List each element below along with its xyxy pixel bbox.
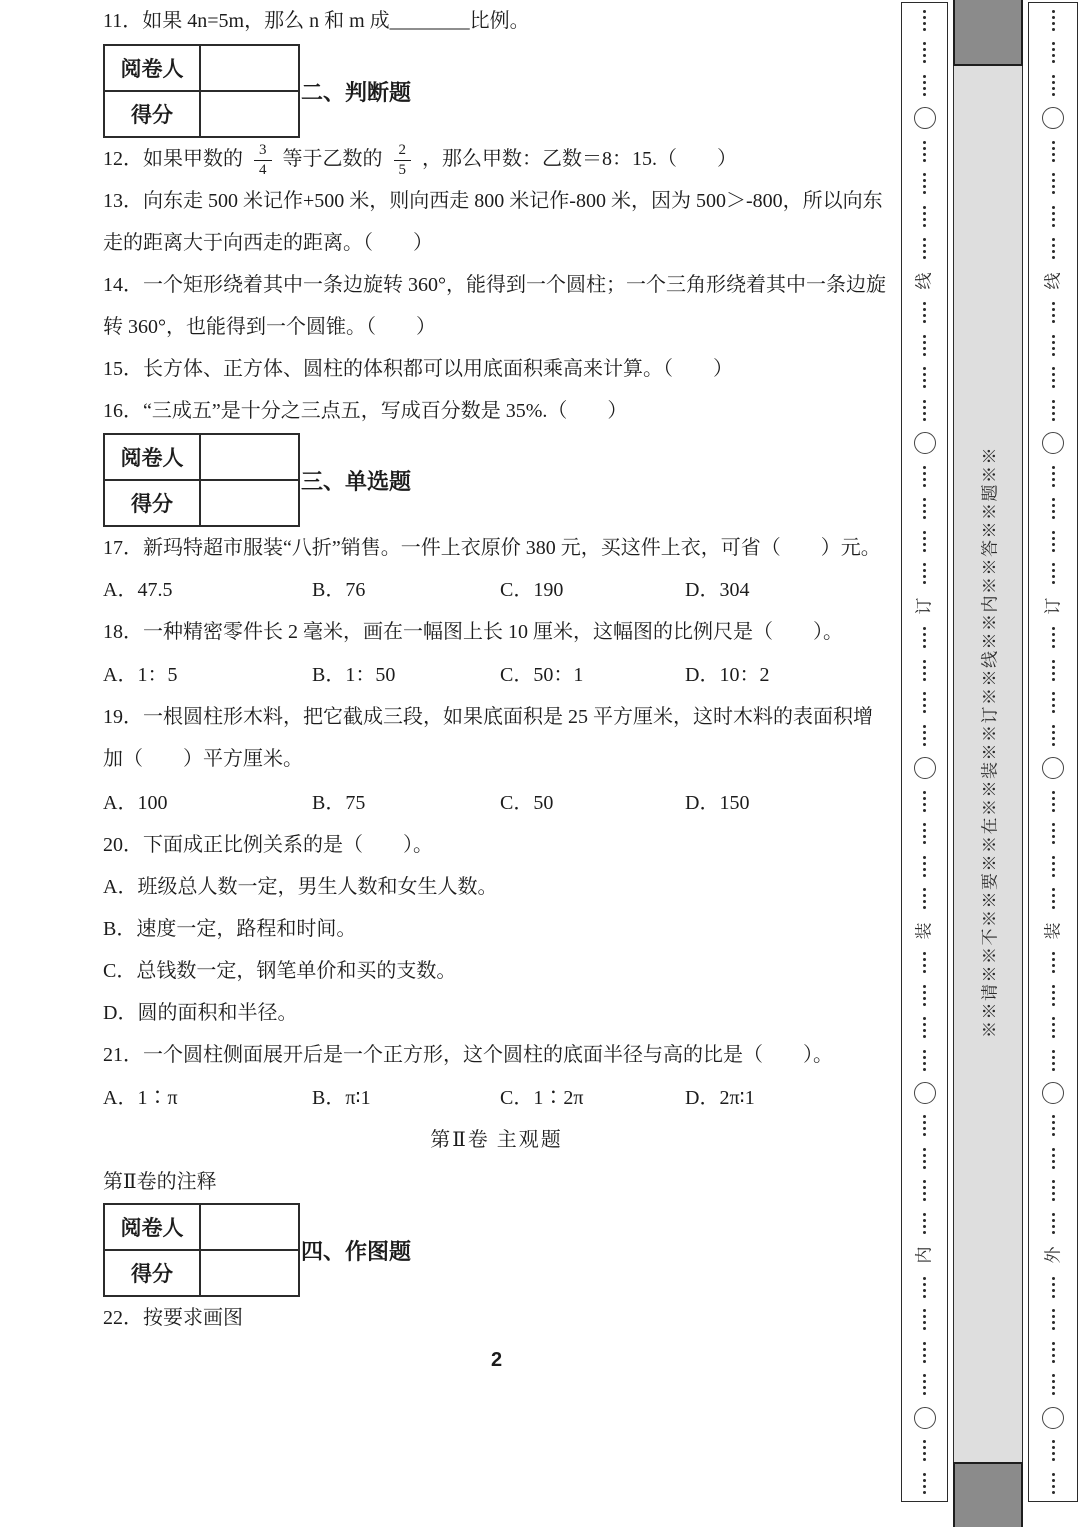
dotted-line-segment [1052,1473,1055,1494]
dotted-line-segment [1052,400,1055,421]
dotted-line-segment [1052,563,1055,584]
question-17: 17．新玛特超市服装“八折”销售。一件上衣原价 380 元，买这件上衣，可省（ ）元。 [103,537,881,559]
question-19: 19．一根圆柱形木料，把它截成三段，如果底面积是 25 平方厘米，这时木料的表面积增加（ ）平方厘米。 [103,706,873,770]
question-16: 16．“三成五”是十分之三点五，写成百分数是 35%.（ ） [103,400,628,422]
question-11: 11．如果 4n=5m，那么 n 和 m 成________比例。 [103,10,530,32]
dotted-line-segment [923,692,926,713]
dotted-line-segment [1052,206,1055,227]
grader-label: 阅卷人 [104,45,200,91]
dotted-line-segment [1052,1213,1055,1234]
section-title-draw: 四、作图题 [301,1238,412,1264]
question-19-options [103,782,890,824]
dotted-line-segment [923,1213,926,1234]
option-d: D．304 [685,579,750,601]
punch-hole-circle [1042,1082,1064,1104]
dotted-line-segment [1052,367,1055,388]
question-17-options [103,569,890,611]
binding-char: 订 [1043,597,1062,615]
dotted-line-segment [923,985,926,1006]
section-title-judge: 二、判断题 [301,79,412,105]
dotted-line-segment [1052,1374,1055,1395]
binding-gutter [953,0,1023,1527]
dotted-line-segment [923,660,926,681]
dotted-line-segment [923,1440,926,1461]
score-label: 得分 [104,480,200,526]
dotted-line-segment [923,791,926,812]
dotted-line-segment [1052,856,1055,877]
fraction-3-4 [254,142,272,180]
fraction-numerator: 3 [254,142,272,161]
fraction-denominator: 4 [259,161,267,178]
option-a: A．1：5 [103,664,178,686]
dotted-line-segment [1052,42,1055,63]
dotted-line-segment [923,10,926,31]
binding-block-top [953,0,1023,66]
question-12-mid: 等于乙数的 [282,148,383,170]
option-c: C．50：1 [500,664,584,686]
option-d: D．10：2 [685,664,770,686]
dotted-line-segment [923,173,926,194]
dotted-line-segment [923,823,926,844]
dotted-line-segment [923,1148,926,1169]
binding-caution-text: ※※请※※不※※要※※在※※装※※订※※线※※内※※答※※题※※ [980,446,1000,1038]
option-a: A．47.5 [103,579,173,601]
dotted-line-segment [923,400,926,421]
dotted-line-segment [923,563,926,584]
grader-label: 阅卷人 [104,1204,200,1250]
dotted-line-segment [1052,660,1055,681]
question-22: 22．按要求画图 [103,1307,243,1329]
page-number: 2 [490,1349,503,1371]
question-12-pre: 12．如果甲数的 [103,148,243,170]
dotted-line-segment [1052,498,1055,519]
exam-page-content [103,0,890,1381]
option-c: C．50 [500,792,554,814]
question-13: 13．向东走 500 米记作+500 米，则向西走 800 米记作-800 米，因为 500＞-800，所以向东走的距离大于向西走的距离。（ ） [103,190,883,254]
dotted-line-segment [923,498,926,519]
dotted-line-segment [923,1277,926,1298]
dotted-line-segment [923,1017,926,1038]
dotted-line-segment [923,141,926,162]
option-b: B．π∶1 [312,1087,371,1109]
binding-char: 外 [1043,1246,1062,1264]
question-20-option-a: A．班级总人数一定，男生人数和女生人数。 [103,876,498,898]
binding-char: 线 [914,272,934,290]
grader-box-judge [103,44,890,138]
question-20-option-b: B．速度一定，路程和时间。 [103,918,357,940]
question-15: 15．长方体、正方体、圆柱的体积都可以用底面积乘高来计算。（ ） [103,358,733,380]
option-c: C．190 [500,579,564,601]
grader-table [103,1203,300,1297]
dotted-line-segment [923,1473,926,1494]
score-value-cell [200,1250,299,1296]
dotted-line-segment [923,1050,926,1071]
question-12-post: ，那么甲数：乙数＝8：15.（ ） [422,148,737,170]
question-21-options [103,1077,890,1119]
dotted-line-segment [923,888,926,909]
grader-value-cell [200,434,299,480]
question-20-option-c: C．总钱数一定，钢笔单价和买的支数。 [103,960,457,982]
binding-char: 线 [1043,272,1062,290]
option-b: B．1：50 [312,664,396,686]
dotted-line-segment [1052,952,1055,973]
dotted-line-segment [923,238,926,259]
dotted-line-segment [1052,1180,1055,1201]
option-d: D．150 [685,792,750,814]
option-b: B．75 [312,792,366,814]
dotted-line-segment [923,627,926,648]
dotted-line-segment [923,725,926,746]
dotted-line-segment [1052,725,1055,746]
dotted-line-segment [923,206,926,227]
grader-box-choice [103,433,890,527]
grader-table [103,44,300,138]
dotted-line-segment [923,952,926,973]
part2-heading: 第Ⅱ卷 主观题 [430,1129,563,1151]
option-d: D．2π∶1 [685,1087,755,1109]
question-18-options [103,654,890,696]
dotted-line-segment [1052,1050,1055,1071]
dotted-line-segment [923,335,926,356]
question-12 [103,138,890,180]
option-b: B．76 [312,579,366,601]
question-18: 18．一种精密零件长 2 毫米，画在一幅图上长 10 厘米，这幅图的比例尺是（ ）。 [103,621,843,643]
option-c: C．1∶2π [500,1087,584,1109]
dotted-line-segment [1052,238,1055,259]
punch-hole-circle [914,1082,936,1104]
punch-hole-circle [914,1407,936,1429]
dotted-line-segment [1052,10,1055,31]
dotted-line-segment [923,42,926,63]
punch-hole-circle [1042,432,1064,454]
dotted-line-segment [1052,1440,1055,1461]
dotted-line-segment [923,1115,926,1136]
dotted-line-segment [1052,302,1055,323]
dotted-line-segment [1052,1115,1055,1136]
dotted-line-segment [1052,75,1055,96]
dotted-line-segment [1052,627,1055,648]
section-title-choice: 三、单选题 [301,468,412,494]
fraction-2-5 [394,142,412,180]
dotted-line-segment [1052,1309,1055,1330]
grader-box-draw [103,1203,890,1297]
question-20-option-d: D．圆的面积和半径。 [103,1002,298,1024]
dotted-line-segment [923,856,926,877]
dotted-line-segment [923,466,926,487]
dotted-line-segment [1052,141,1055,162]
question-21: 21．一个圆柱侧面展开后是一个正方形，这个圆柱的底面半径与高的比是（ ）。 [103,1044,833,1066]
punch-hole-circle [914,757,936,779]
binding-strip-left [901,2,948,1502]
dotted-line-segment [923,1374,926,1395]
question-14: 14．一个矩形绕着其中一条边旋转 360°，能得到一个圆柱；一个三角形绕着其中一条边旋转 360°，也能得到一个圆锥。（ ） [103,274,886,338]
fraction-denominator: 5 [398,161,406,178]
score-value-cell [200,480,299,526]
dotted-line-segment [1052,335,1055,356]
dotted-line-segment [1052,1342,1055,1363]
punch-hole-circle [914,432,936,454]
dotted-line-segment [1052,1277,1055,1298]
grader-table [103,433,300,527]
punch-hole-circle [1042,757,1064,779]
grader-value-cell [200,45,299,91]
dotted-line-segment [1052,1148,1055,1169]
fraction-numerator: 2 [394,142,412,161]
dotted-line-segment [923,531,926,552]
dotted-line-segment [1052,1017,1055,1038]
grader-label: 阅卷人 [104,434,200,480]
dotted-line-segment [1052,823,1055,844]
dotted-line-segment [1052,692,1055,713]
dotted-line-segment [1052,466,1055,487]
dotted-line-segment [923,367,926,388]
binding-block-bottom [953,1462,1023,1527]
dotted-line-segment [1052,531,1055,552]
binding-char: 订 [914,597,934,615]
option-a: A．1∶π [103,1087,178,1109]
binding-char: 内 [914,1246,934,1264]
binding-char: 装 [1043,922,1062,940]
dotted-line-segment [923,1342,926,1363]
part2-note: 第Ⅱ卷的注释 [103,1171,217,1193]
dotted-line-segment [923,302,926,323]
binding-char: 装 [914,922,934,940]
punch-hole-circle [1042,1407,1064,1429]
dotted-line-segment [1052,985,1055,1006]
question-20: 20．下面成正比例关系的是（ ）。 [103,834,433,856]
score-label: 得分 [104,91,200,137]
score-value-cell [200,91,299,137]
grader-value-cell [200,1204,299,1250]
dotted-line-segment [1052,791,1055,812]
punch-hole-circle [914,107,936,129]
dotted-line-segment [1052,173,1055,194]
dotted-line-segment [923,1309,926,1330]
score-label: 得分 [104,1250,200,1296]
option-a: A．100 [103,792,168,814]
binding-strip-right [1028,2,1078,1502]
dotted-line-segment [923,75,926,96]
dotted-line-segment [1052,888,1055,909]
dotted-line-segment [923,1180,926,1201]
punch-hole-circle [1042,107,1064,129]
